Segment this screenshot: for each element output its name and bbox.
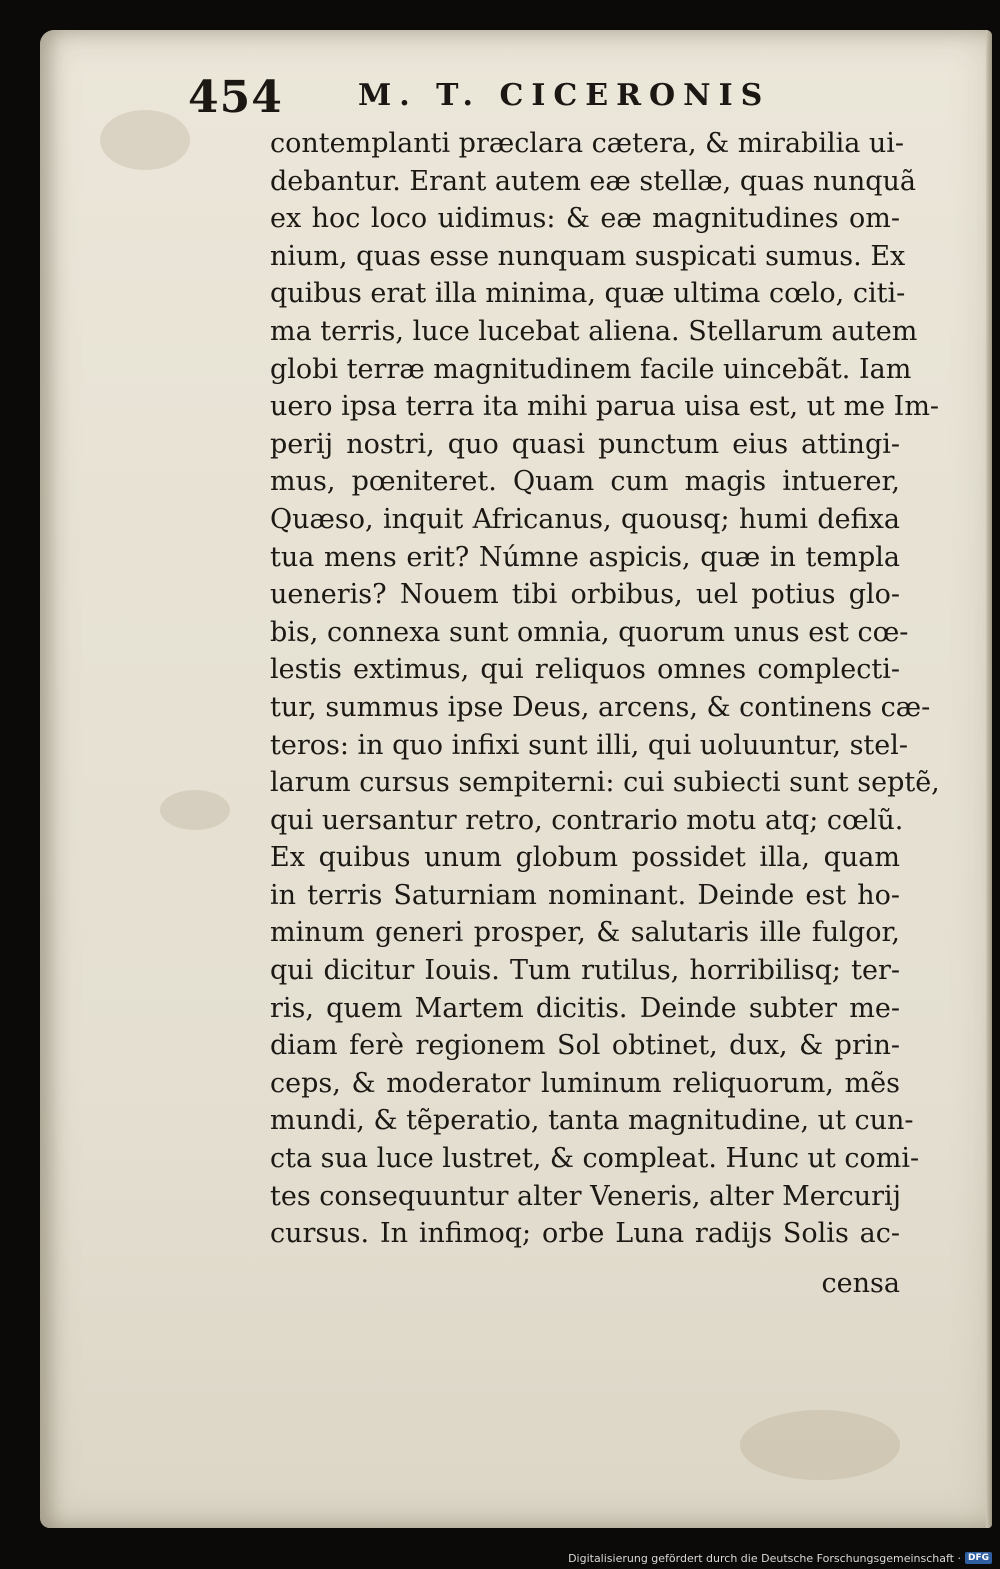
text-line: ceps, & moderator luminum reliquorum, mẽs — [270, 1067, 900, 1099]
text-line: minum generi prosper, & salutaris ille fulgor, — [270, 917, 900, 949]
text-line: perij nostri, quo quasi punctum eius attingi- — [270, 428, 900, 460]
text-line: tua mens erit? Númne aspicis, quæ in templa — [270, 541, 900, 573]
text-line: tur, summus ipse Deus, arcens, & continens cæ- — [270, 691, 931, 723]
text-line: globi terræ magnitudinem facile uincebãt. Iam — [270, 353, 912, 385]
catchword: censa — [821, 1268, 900, 1299]
text-line: diam ferè regionem Sol obtinet, dux, & prin- — [270, 1030, 900, 1062]
paper-stain — [100, 110, 190, 170]
text-line: cursus. In infimoq; orbe Luna radijs Solis ac- — [270, 1218, 900, 1250]
digitization-credit — [568, 1550, 992, 1566]
text-line: Quæso, inquit Africanus, quousq; humi defixa — [270, 503, 900, 535]
text-line: tes consequuntur alter Veneris, alter Mercurij — [270, 1180, 902, 1212]
text-line: mus, pœniteret. Quam cum magis intuerer, — [270, 466, 900, 498]
text-line: debantur. Erant autem eæ stellæ, quas nunquã — [270, 165, 916, 197]
page-edge — [986, 30, 992, 1528]
text-line: bis, connexa sunt omnia, quorum unus est cœ- — [270, 616, 909, 648]
text-line: larum cursus sempiterni: cui subiecti sunt septẽ, — [270, 767, 940, 799]
dfg-logo-icon: DFG — [965, 1552, 992, 1564]
text-line: Ex quibus unum globum possidet illa, quam — [270, 842, 900, 874]
text-line: contemplanti præclara cætera, & mirabilia ui- — [270, 128, 905, 159]
paper-stain — [740, 1410, 900, 1480]
paper-stain — [160, 790, 230, 830]
text-line: nium, quas esse nunquam suspicati sumus. Ex — [270, 240, 906, 272]
text-line: lestis extimus, qui reliquos omnes complecti- — [270, 654, 900, 686]
text-line: mundi, & tẽperatio, tanta magnitudine, ut cun- — [270, 1105, 914, 1137]
text-line: in terris Saturniam nominant. Deinde est ho- — [270, 879, 900, 911]
text-line: qui dicitur Iouis. Tum rutilus, horribilisq; ter- — [270, 955, 900, 987]
body-text — [270, 125, 940, 1253]
text-line: cta sua luce lustret, & compleat. Hunc ut comi- — [270, 1143, 920, 1175]
credit-text: Digitalisierung gefördert durch die Deutsche Forschungsgemeinschaft · — [568, 1551, 961, 1565]
page-header — [188, 72, 808, 132]
text-line: qui uersantur retro, contrario motu atq; cœlũ. — [270, 804, 904, 836]
page-number: 454 — [188, 72, 283, 123]
text-line: ma terris, luce lucebat aliena. Stellarum autem — [270, 315, 918, 347]
text-line: ex hoc loco uidimus: & eæ magnitudines om- — [270, 203, 900, 235]
text-line: uero ipsa terra ita mihi parua uisa est, ut me Im- — [270, 391, 940, 423]
text-line: ueneris? Nouem tibi orbibus, uel potius glo- — [270, 579, 900, 611]
text-line: teros: in quo infixi sunt illi, qui uoluuntur, stel- — [270, 729, 909, 761]
running-head: M. T. CICERONIS — [358, 78, 771, 113]
text-line: ris, quem Martem dicitis. Deinde subter me- — [270, 992, 900, 1024]
text-line: quibus erat illa minima, quæ ultima cœlo, citi- — [270, 278, 906, 310]
